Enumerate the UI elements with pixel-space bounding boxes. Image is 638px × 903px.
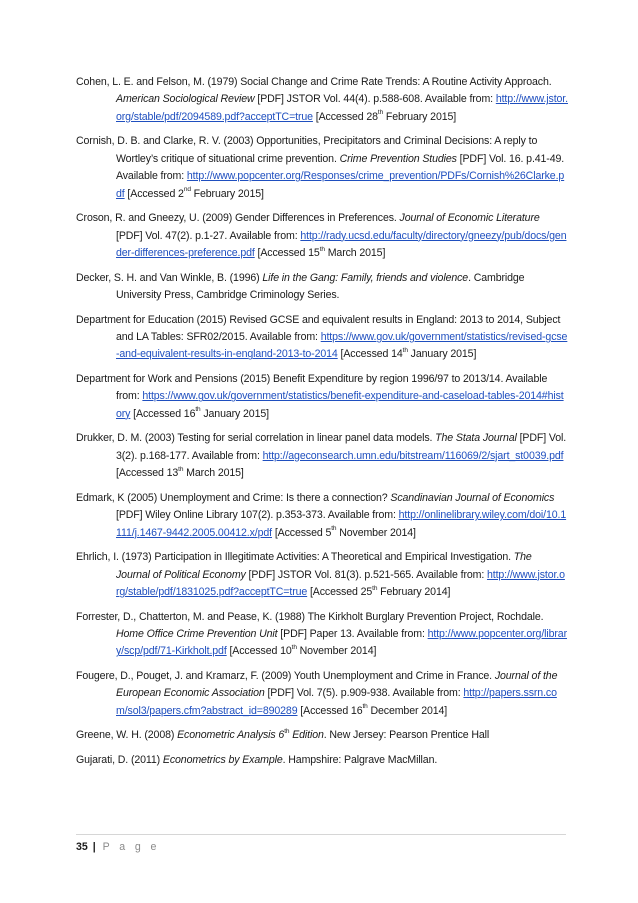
reference-accessed: January 2015]: [407, 348, 477, 361]
reference-link[interactable]: https://www.gov.uk/government/statistics/benefit-expenditure-and-caseload-tables-2014#history: [116, 390, 564, 420]
reference-link[interactable]: https://www.gov.uk/government/statistics/revised-gcse-and-equivalent-results-in-england-2013-to-2014: [116, 331, 568, 361]
reference-entry: [76, 549, 568, 601]
reference-details: [PDF] Vol. 16. p.41-49. Available from:: [116, 152, 565, 183]
reference-accessed: February 2015]: [190, 187, 264, 200]
reference-journal: Crime Prevention Studies: [339, 152, 457, 165]
reference-journal: American Sociological Review: [116, 93, 255, 106]
reference-superscript: th: [284, 727, 290, 735]
reference-accessed: [Accessed 28: [312, 110, 378, 123]
reference-list: [76, 74, 568, 777]
reference-accessed: [Accessed 14: [337, 348, 403, 361]
reference-entry: [76, 74, 568, 126]
reference-accessed: November 2014]: [296, 645, 377, 658]
reference-details: [PDF] Vol. 47(2). p.1-27. Available from:: [116, 229, 301, 242]
reference-entry: [76, 727, 568, 744]
reference-authors-title: Drukker, D. M. (2003) Testing for serial correlation in linear panel data models.: [76, 432, 436, 445]
reference-accessed: [Accessed 16: [130, 407, 196, 420]
reference-accessed: February 2015]: [383, 110, 457, 123]
reference-superscript: th: [362, 703, 368, 711]
footer-separator: |: [92, 841, 96, 853]
reference-journal: Journal of Economic Literature: [399, 212, 540, 225]
reference-authors-title: Forrester, D., Chatterton, M. and Pease, K. (1988) The Kirkholt Burglary Prevention Project, Rochdale.: [76, 610, 544, 623]
reference-entry: [76, 270, 568, 305]
reference-details: . Cambridge University Press, Cambridge Criminology Series.: [116, 271, 525, 302]
reference-accessed: March 2015]: [183, 467, 244, 480]
reference-entry: [76, 430, 568, 482]
reference-entry: [76, 609, 568, 661]
reference-link[interactable]: http://www.popcenter.org/Responses/crime_prevention/PDFs/Cornish%26Clarke.pdf: [116, 170, 565, 200]
reference-superscript: th: [195, 406, 201, 414]
reference-entry: [76, 133, 568, 203]
reference-authors-title: Cornish, D. B. and Clarke, R. V. (2003) Opportunities, Precipitators and Criminal Decisions: A reply to Wortley’s critique of situational crime prevention.: [76, 135, 538, 165]
reference-entry: [76, 752, 568, 769]
page-footer: [76, 841, 160, 853]
reference-journal: Life in the Gang: Family, friends and violence: [262, 271, 469, 284]
reference-entry: [76, 490, 568, 542]
reference-authors-title: Ehrlich, I. (1973) Participation in Illegitimate Activities: A Theoretical and Empirical Investigation.: [76, 551, 514, 564]
reference-details: [PDF] Paper 13. Available from:: [277, 628, 428, 641]
reference-journal: Home Office Crime Prevention Unit: [116, 628, 278, 641]
reference-entry: [76, 210, 568, 262]
reference-superscript: th: [319, 245, 325, 253]
reference-link[interactable]: http://papers.ssrn.com/sol3/papers.cfm?abstract_id=890289: [116, 687, 557, 717]
reference-accessed: March 2015]: [324, 247, 386, 260]
reference-authors-title: Decker, S. H. and Van Winkle, B. (1996): [76, 271, 263, 284]
page-number: 35: [76, 841, 88, 853]
reference-accessed: [Accessed 2: [124, 187, 184, 200]
reference-authors-title: Fougere, D., Pouget, J. and Kramarz, F. (2009) Youth Unemployment and Crime in France.: [76, 670, 495, 683]
reference-authors-title: Gujarati, D. (2011): [76, 754, 163, 767]
reference-superscript: th: [291, 643, 297, 651]
reference-superscript: th: [377, 109, 384, 117]
reference-accessed: [Accessed 16: [297, 704, 363, 717]
reference-superscript: th: [402, 346, 408, 354]
reference-accessed: December 2014]: [367, 704, 448, 717]
reference-authors-title: Greene, W. H. (2008): [76, 729, 178, 742]
reference-entry: [76, 371, 568, 423]
reference-accessed: February 2014]: [377, 586, 451, 599]
reference-authors-title: Cohen, L. E. and Felson, M. (1979) Social Change and Crime Rate Trends: A Routine Activity Approach.: [76, 76, 552, 88]
reference-entry: [76, 312, 568, 364]
reference-accessed: [Accessed 15: [254, 247, 320, 260]
reference-accessed: January 2015]: [200, 407, 269, 420]
reference-details: [PDF] Vol. 3(2). p.168-177. Available from:: [116, 432, 567, 462]
reference-details: [PDF] Vol. 7(5). p.909-938. Available from:: [264, 687, 464, 700]
reference-journal: Edition: [289, 729, 324, 742]
reference-superscript: th: [331, 525, 337, 533]
reference-authors-title: Croson, R. and Gneezy, U. (2009) Gender Differences in Preferences.: [76, 212, 400, 225]
reference-link[interactable]: http://www.popcenter.org/library/scp/pdf/71-Kirkholt.pdf: [116, 628, 567, 658]
reference-accessed: [Accessed 5: [272, 526, 332, 539]
reference-accessed: [Accessed 25: [307, 586, 373, 599]
reference-journal: Econometrics by Example: [162, 754, 283, 767]
reference-journal: The Journal of Political Economy: [116, 551, 532, 581]
reference-journal: The Stata Journal: [435, 432, 517, 445]
reference-link[interactable]: http://www.jstor.org/stable/pdf/2094589.pdf?acceptTC=true: [116, 93, 568, 123]
reference-superscript: th: [178, 465, 184, 473]
reference-details: [PDF] Wiley Online Library 107(2). p.353-373. Available from:: [116, 509, 399, 522]
reference-link[interactable]: http://www.jstor.org/stable/pdf/1831025.pdf?acceptTC=true: [116, 568, 565, 599]
reference-details: . Hampshire: Palgrave MacMillan.: [282, 754, 438, 767]
reference-journal: Econometric Analysis 6: [177, 729, 285, 742]
reference-details: . New Jersey: Pearson Prentice Hall: [323, 729, 490, 742]
reference-journal: Scandinavian Journal of Economics: [390, 491, 555, 504]
reference-link[interactable]: http://onlinelibrary.wiley.com/doi/10.1111/j.1467-9442.2005.00412.x/pdf: [116, 509, 567, 539]
reference-entry: [76, 668, 568, 720]
reference-superscript: nd: [183, 186, 191, 194]
reference-link[interactable]: http://ageconsearch.umn.edu/bitstream/116069/2/sjart_st0039.pdf: [262, 449, 564, 462]
footer-divider: [76, 834, 566, 835]
reference-superscript: th: [372, 584, 378, 592]
reference-accessed: November 2014]: [336, 526, 416, 539]
reference-accessed: [Accessed 13: [116, 467, 179, 480]
reference-link[interactable]: http://rady.ucsd.edu/faculty/directory/gneezy/pub/docs/gender-differences-preference.pdf: [116, 229, 567, 260]
page-label: P a g e: [102, 841, 160, 853]
reference-details: [PDF] JSTOR Vol. 44(4). p.588-608. Available from:: [254, 93, 496, 106]
reference-authors-title: Department for Work and Pensions (2015) Benefit Expenditure by region 1996/97 to 2013/14. Available from:: [76, 373, 548, 403]
reference-accessed: [Accessed 10: [226, 645, 292, 658]
reference-journal: Journal of the European Economic Association: [116, 670, 558, 700]
reference-authors-title: Edmark, K (2005) Unemployment and Crime: Is there a connection?: [76, 491, 391, 504]
reference-authors-title: Department for Education (2015) Revised GCSE and equivalent results in England: 2013 to 2014, Subject and LA Tables: SFR02/2015. Available from:: [76, 313, 561, 344]
reference-details: [PDF] JSTOR Vol. 81(3). p.521-565. Available from:: [245, 568, 487, 581]
